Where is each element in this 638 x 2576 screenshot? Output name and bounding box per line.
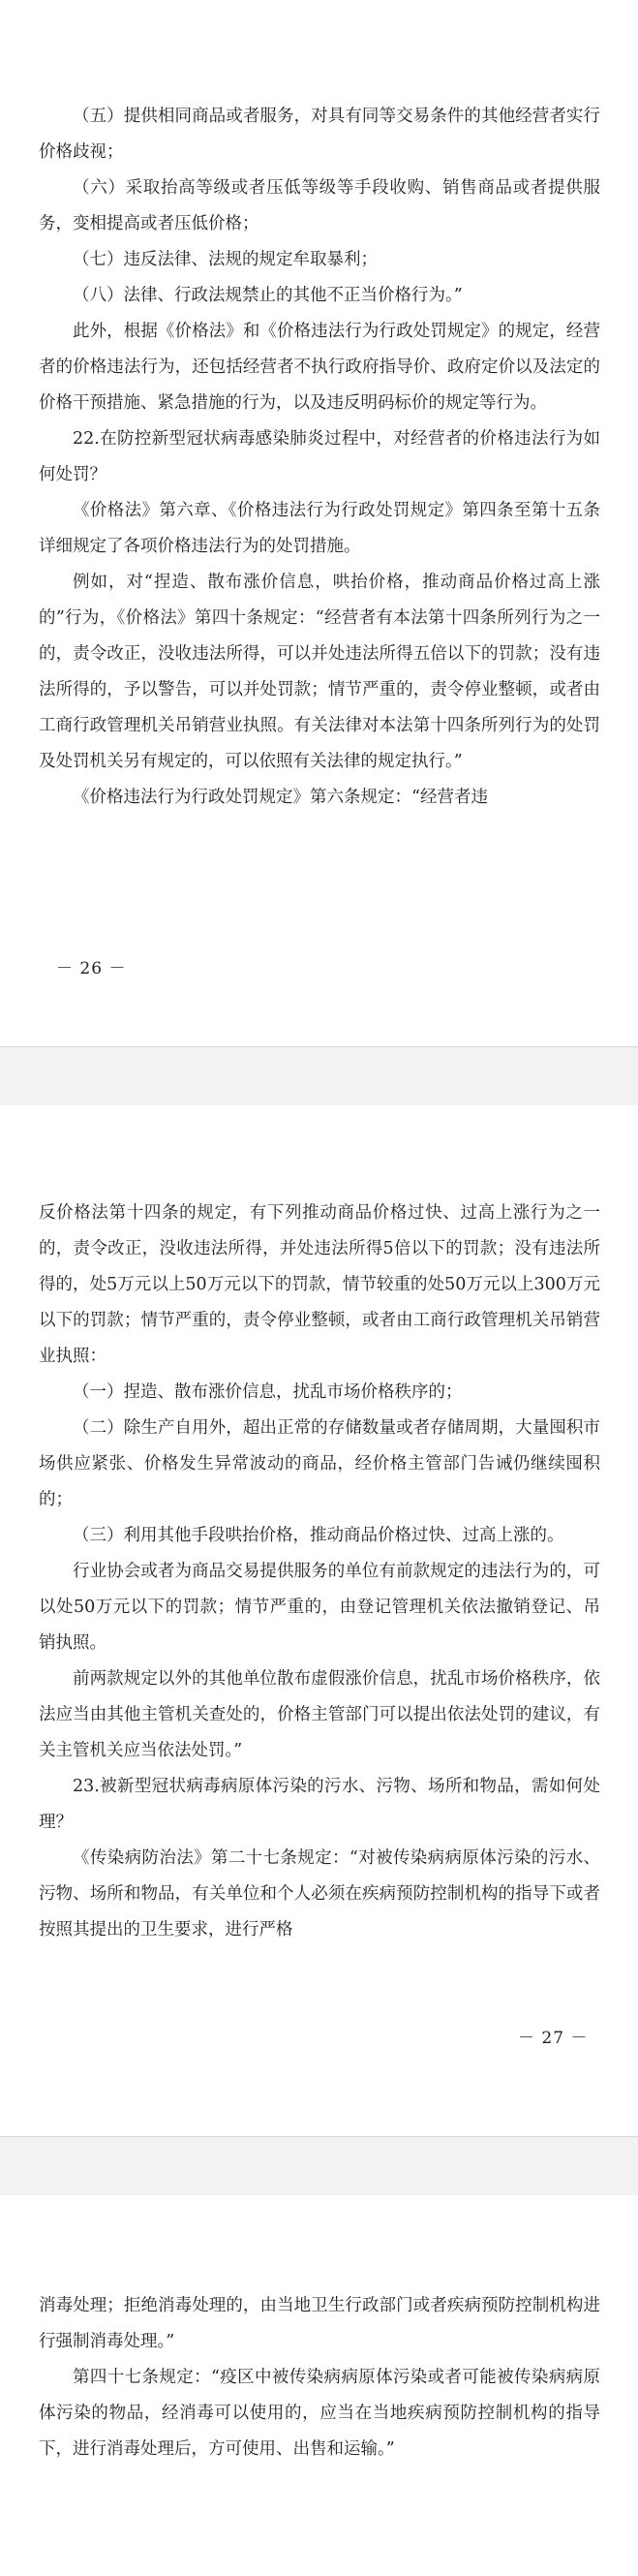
paragraph: （七）违反法律、法规的规定牟取暴利； bbox=[73, 250, 378, 269]
paragraph: 例如，对“捏造、散布涨价信息，哄抬价格，推动商品价格过高上涨的”行为，《价格法》第四十条规定：“经营者有本法第十四条所列行为之一的，责令改正，没收违法所得，可以并处违法所得五倍以下的罚款；没有违法所得的，予以警告，可以并处罚款；情节严重的，责令停业整顿，或者由工商行政管理机关吊销营业执照。有关法律对本法第十四条所列行为的处罚及处罚机关另有规定的，可以依照有关法律的规定执行。” bbox=[39, 573, 600, 771]
page-body bbox=[39, 99, 600, 816]
paragraph: 此外，根据《价格法》和《价格违法行为行政处罚规定》的规定，经营者的价格违法行为，还包括经营者不执行政府指导价、政府定价以及法定的价格干预措施、紧急措施的行为，以及违反明码标价的规定等行为。 bbox=[39, 322, 600, 413]
paragraph: （二）除生产自用外，超出正常的存储数量或者存储周期，大量囤积市场供应紧张、价格发生异常波动的商品，经价格主管部门告诫仍继续囤积的； bbox=[39, 1418, 600, 1509]
document-page-1 bbox=[0, 0, 638, 1046]
paragraph: 《价格违法行为行政处罚规定》第六条规定：“经营者违 bbox=[73, 788, 488, 807]
page-number: － 27 － bbox=[518, 2029, 589, 2048]
page-number: － 26 － bbox=[56, 959, 127, 978]
question-heading: 22.在防控新型冠状病毒感染肺炎过程中，对经营者的价格违法行为如何处罚？ bbox=[39, 429, 600, 484]
paragraph: （六）采取抬高等级或者压低等级等手段收购、销售商品或者提供服务，变相提高或者压低价格； bbox=[39, 178, 600, 233]
paragraph: 《传染病防治法》第二十七条规定：“对被传染病病原体污染的污水、污物、场所和物品，有关单位和个人必须在疾病预防控制机构的指导下或者按照其提出的卫生要求，进行严格 bbox=[39, 1848, 600, 1940]
paragraph: 第四十七条规定：“疫区中被传染病病原体污染或者可能被传染病病原体污染的物品，经消毒可以使用的，应当在当地疾病预防控制机构的指导下，进行消毒处理后，方可使用、出售和运输。” bbox=[39, 2368, 600, 2459]
paragraph: 行业协会或者为商品交易提供服务的单位有前款规定的违法行为的，可以处50万元以下的罚款；情节严重的，由登记管理机关依法撤销登记、吊销执照。 bbox=[39, 1562, 600, 1653]
document-page-3 bbox=[0, 2195, 638, 2576]
paragraph: （八）法律、行政法规禁止的其他不正当价格行为。” bbox=[73, 286, 463, 305]
page-body bbox=[39, 2288, 600, 2467]
paragraph: （一）捏造、散布涨价信息，扰乱市场价格秩序的； bbox=[73, 1382, 463, 1402]
paragraph: 消毒处理；拒绝消毒处理的，由当地卫生行政部门或者疾病预防控制机构进行强制消毒处理。” bbox=[39, 2296, 600, 2351]
question-heading: 23.被新型冠状病毒病原体污染的污水、污物、场所和物品，需如何处理？ bbox=[39, 1777, 600, 1832]
paragraph: 前两款规定以外的其他单位散布虚假涨价信息，扰乱市场价格秩序，依法应当由其他主管机关查处的，价格主管部门可以提出依法处罚的建议，有关主管机关应当依法处罚。” bbox=[39, 1669, 600, 1760]
page-separator bbox=[0, 1046, 638, 1106]
paragraph: （五）提供相同商品或者服务，对具有同等交易条件的其他经营者实行价格歧视； bbox=[39, 107, 600, 162]
page-separator bbox=[0, 2136, 638, 2196]
document-page-2 bbox=[0, 1105, 638, 2136]
page-body bbox=[39, 1195, 600, 1948]
paragraph: 反价格法第十四条的规定，有下列推动商品价格过快、过高上涨行为之一的，责令改正，没收违法所得，并处违法所得5倍以下的罚款；没有违法所得的，处5万元以上50万元以下的罚款，情节较重的处50万元以上300万元以下的罚款；情节严重的，责令停业整顿，或者由工商行政管理机关吊销营业执照： bbox=[39, 1203, 600, 1366]
paragraph: （三）利用其他手段哄抬价格，推动商品价格过快、过高上涨的。 bbox=[73, 1526, 564, 1545]
paragraph: 《价格法》第六章、《价格违法行为行政处罚规定》第四条至第十五条详细规定了各项价格违法行为的处罚措施。 bbox=[39, 501, 600, 556]
